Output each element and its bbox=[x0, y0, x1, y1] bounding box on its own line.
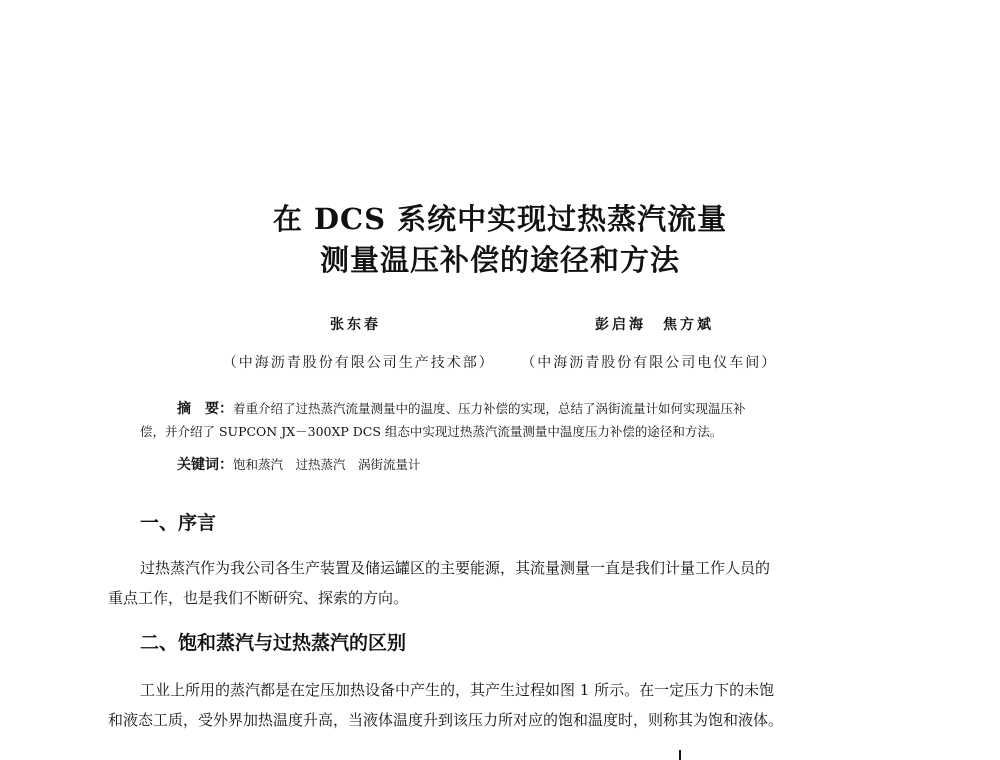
section2-paragraph-line2: 和液态工质，受外界加热温度升高，当液体温度升到该压力所对应的饱和温度时，则称其为饱和液体。 bbox=[108, 711, 784, 729]
section1-paragraph-line1: 过热蒸汽作为我公司各生产装置及储运罐区的主要能源，其流量测量一直是我们计量工作人员的 bbox=[140, 559, 771, 577]
page-edge-mark bbox=[679, 750, 681, 760]
affiliation-left: （中海沥青股份有限公司生产技术部） bbox=[222, 355, 495, 371]
abstract-line2: 偿，并介绍了 SUPCON JX－300XP DCS 组态中实现过热蒸汽流量测量中温度压力补偿的途径和方法。 bbox=[140, 424, 723, 439]
author-right: 彭启海 焦方斌 bbox=[595, 317, 714, 333]
paper-title-line2: 测量温压补偿的途径和方法 bbox=[319, 243, 680, 277]
affiliations bbox=[0, 352, 1000, 372]
section1-paragraph-line2: 重点工作，也是我们不断研究、探索的方向。 bbox=[108, 589, 409, 607]
abstract-label: 摘 要： bbox=[177, 401, 233, 417]
section2-heading: 二、饱和蒸汽与过热蒸汽的区别 bbox=[140, 632, 407, 654]
affiliation-right: （中海沥青股份有限公司电仪车间） bbox=[521, 355, 778, 371]
author-left: 张东春 bbox=[330, 317, 381, 333]
abstract-line1 bbox=[177, 399, 937, 419]
section1-heading: 一、序言 bbox=[140, 512, 217, 534]
abstract-text-line1: 着重介绍了过热蒸汽流量测量中的温度、压力补偿的实现，总结了涡街流量计如何实现温压补 bbox=[233, 401, 746, 416]
keywords-text: 饱和蒸汽 过热蒸汽 涡街流量计 bbox=[233, 457, 421, 472]
section2-paragraph-line1: 工业上所用的蒸汽都是在定压加热设备中产生的，其产生过程如图 1 所示。在一定压力下的未饱 bbox=[140, 681, 775, 699]
paper-title-line1: 在 DCS 系统中实现过热蒸汽流量 bbox=[272, 202, 728, 236]
keywords bbox=[177, 455, 937, 475]
keywords-label: 关键词： bbox=[177, 457, 233, 473]
